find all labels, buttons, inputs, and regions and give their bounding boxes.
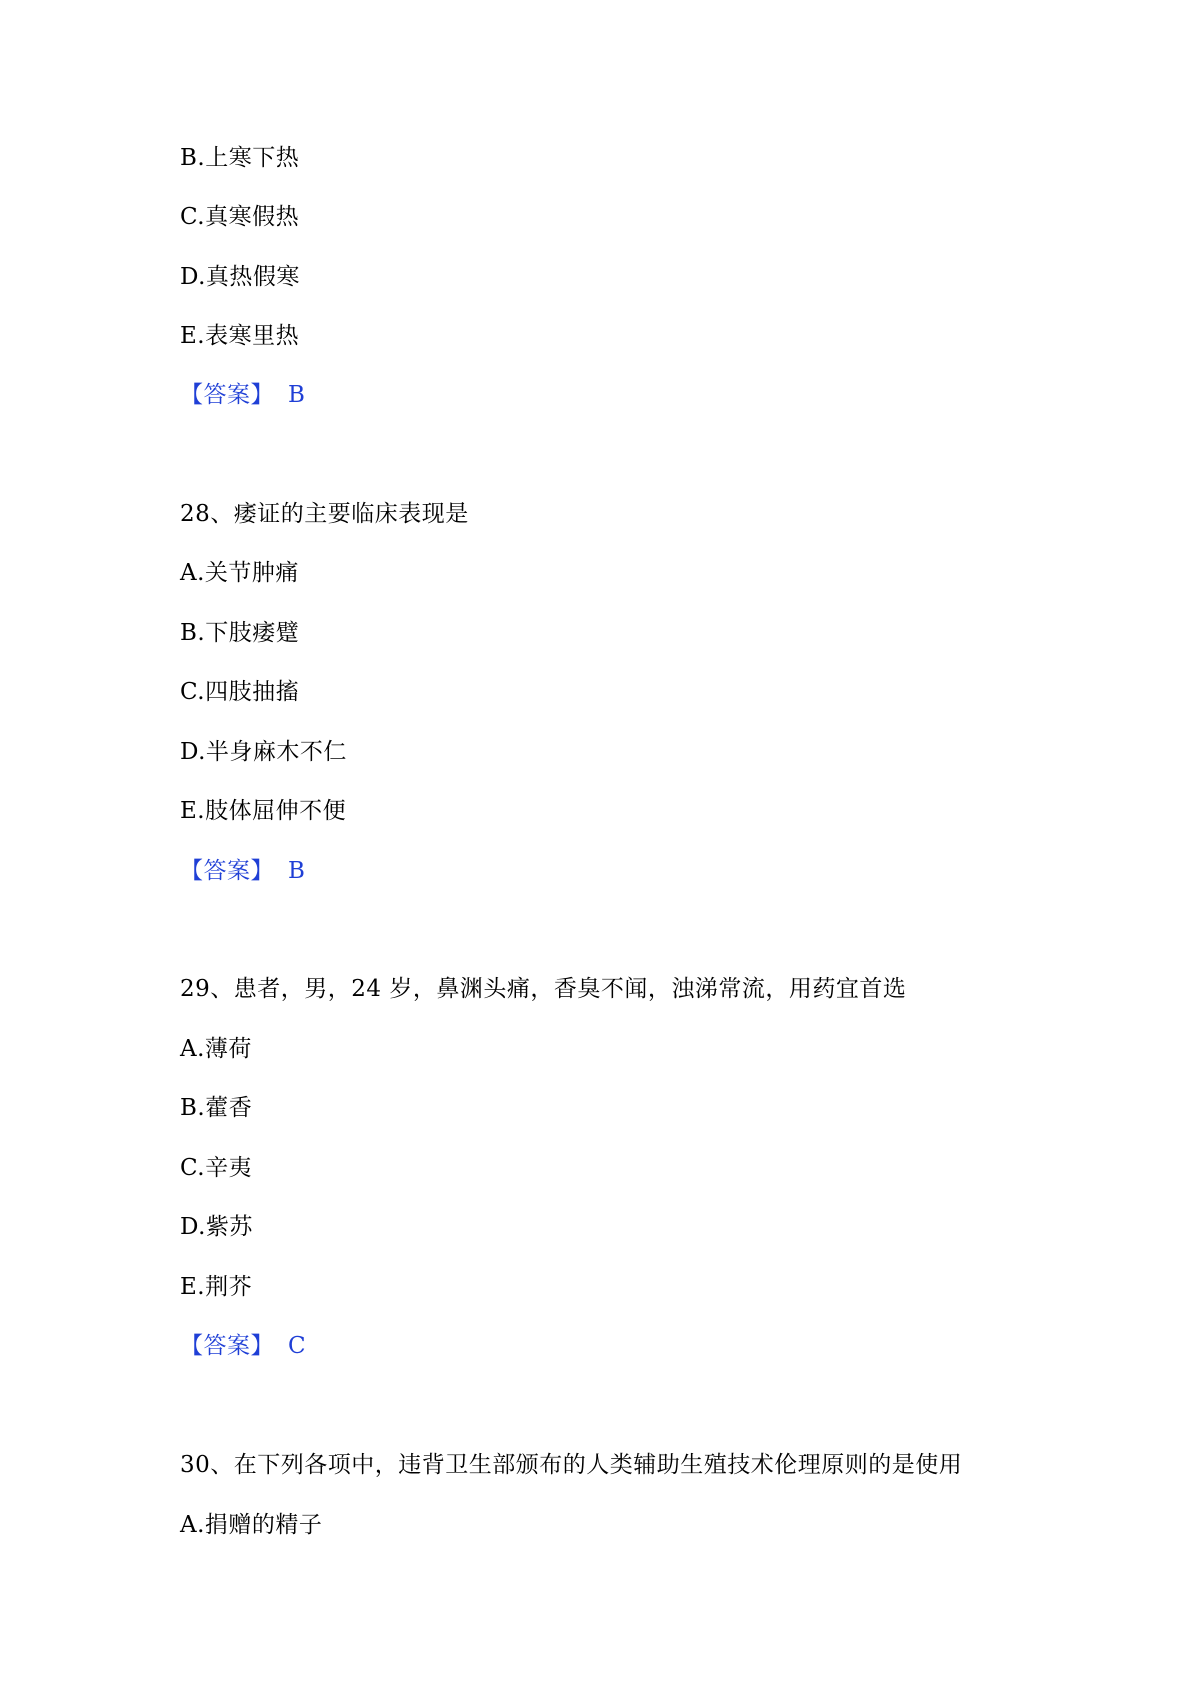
answer-line xyxy=(180,856,305,886)
option-c: C.真寒假热 xyxy=(180,204,300,230)
option-d: D.真热假寒 xyxy=(180,264,300,290)
option-d: D.紫苏 xyxy=(180,1214,253,1240)
option-e: E.荆芥 xyxy=(180,1274,253,1300)
option-a: A.薄荷 xyxy=(180,1036,252,1062)
option-c: C.辛夷 xyxy=(180,1155,253,1181)
option-b: B.藿香 xyxy=(180,1095,253,1121)
option-a: A.捐赠的精子 xyxy=(180,1512,323,1538)
option-b: B.下肢痿躄 xyxy=(180,620,300,646)
answer-line xyxy=(180,380,305,410)
question-text: 30、在下列各项中，违背卫生部颁布的人类辅助生殖技术伦理原则的是使用 xyxy=(180,1452,963,1478)
option-d: D.半身麻木不仁 xyxy=(180,739,347,765)
option-e: E.肢体屈伸不便 xyxy=(180,798,347,824)
answer-label: 【答案】 xyxy=(180,1333,274,1359)
answer-value: B xyxy=(288,858,306,884)
answer-value: B xyxy=(288,382,306,408)
answer-value: C xyxy=(288,1333,307,1359)
option-c: C.四肢抽搐 xyxy=(180,679,300,705)
option-a: A.关节肿痛 xyxy=(180,560,299,586)
question-text: 29、患者，男，24 岁，鼻渊头痛，香臭不闻，浊涕常流，用药宜首选 xyxy=(180,976,907,1002)
option-b: B.上寒下热 xyxy=(180,145,300,171)
answer-line xyxy=(180,1331,306,1361)
answer-label: 【答案】 xyxy=(180,382,274,408)
option-e: E.表寒里热 xyxy=(180,323,300,349)
question-text: 28、痿证的主要临床表现是 xyxy=(180,501,469,527)
answer-label: 【答案】 xyxy=(180,858,274,884)
